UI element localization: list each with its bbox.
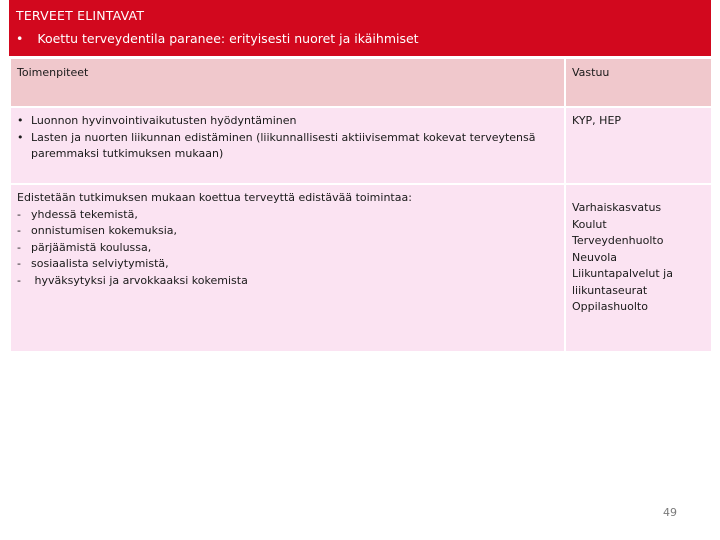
list-item: - sosiaalista selviytymistä, [17,257,169,270]
page-number: 49 [663,506,677,519]
responsible-cell: KYP, HEP [565,107,712,184]
activities-intro: Edistetään tutkimuksen mukaan koettua terveyttä edistävää toimintaa: [17,191,412,204]
header-cell-actions: Toimenpiteet [10,58,565,107]
list-item: - onnistumisen kokemuksia, [17,224,178,237]
responsible-item: liikuntaseurat [572,283,648,297]
responsible-item: Liikuntapalvelut ja [572,267,673,280]
responsible-item: Koulut [572,217,607,231]
list-item: - hyväksytyksi ja arvokkaaksi kokemista [17,273,248,287]
header-cell-responsible: Vastuu [565,58,712,107]
table-header-row [10,58,712,107]
slide-header [9,0,711,56]
slide-subtitle [16,31,419,46]
subtitle-bullet: • [16,31,24,46]
subtitle-text: Koettu terveydentila paranee: erityisesti nuoret ja ikäihmiset [37,31,419,46]
responsible-item: Neuvola [572,250,618,264]
responsible-cell [565,184,712,352]
list-item: - yhdessä tekemistä, [17,207,138,221]
responsible-item: Terveydenhuolto [572,234,664,247]
actions-cell [10,107,565,184]
measures-table [9,57,713,353]
list-item: • Luonnon hyvinvointivaikutusten hyödyntäminen [17,114,297,127]
table-row [10,184,712,352]
responsible-item: Oppilashuolto [572,300,648,313]
list-item: • Lasten ja nuorten liikunnan edistäminen (liikunnallisesti aktiivisemmat kokevat terveytensä paremmaksi tutkimuksen mukaan) [17,130,536,160]
slide-title: TERVEET ELINTAVAT [16,8,145,23]
actions-cell [10,184,565,352]
table-row [10,107,712,184]
responsible-item: Varhaiskasvatus [572,201,662,214]
list-item: - pärjäämistä koulussa, [17,240,152,254]
